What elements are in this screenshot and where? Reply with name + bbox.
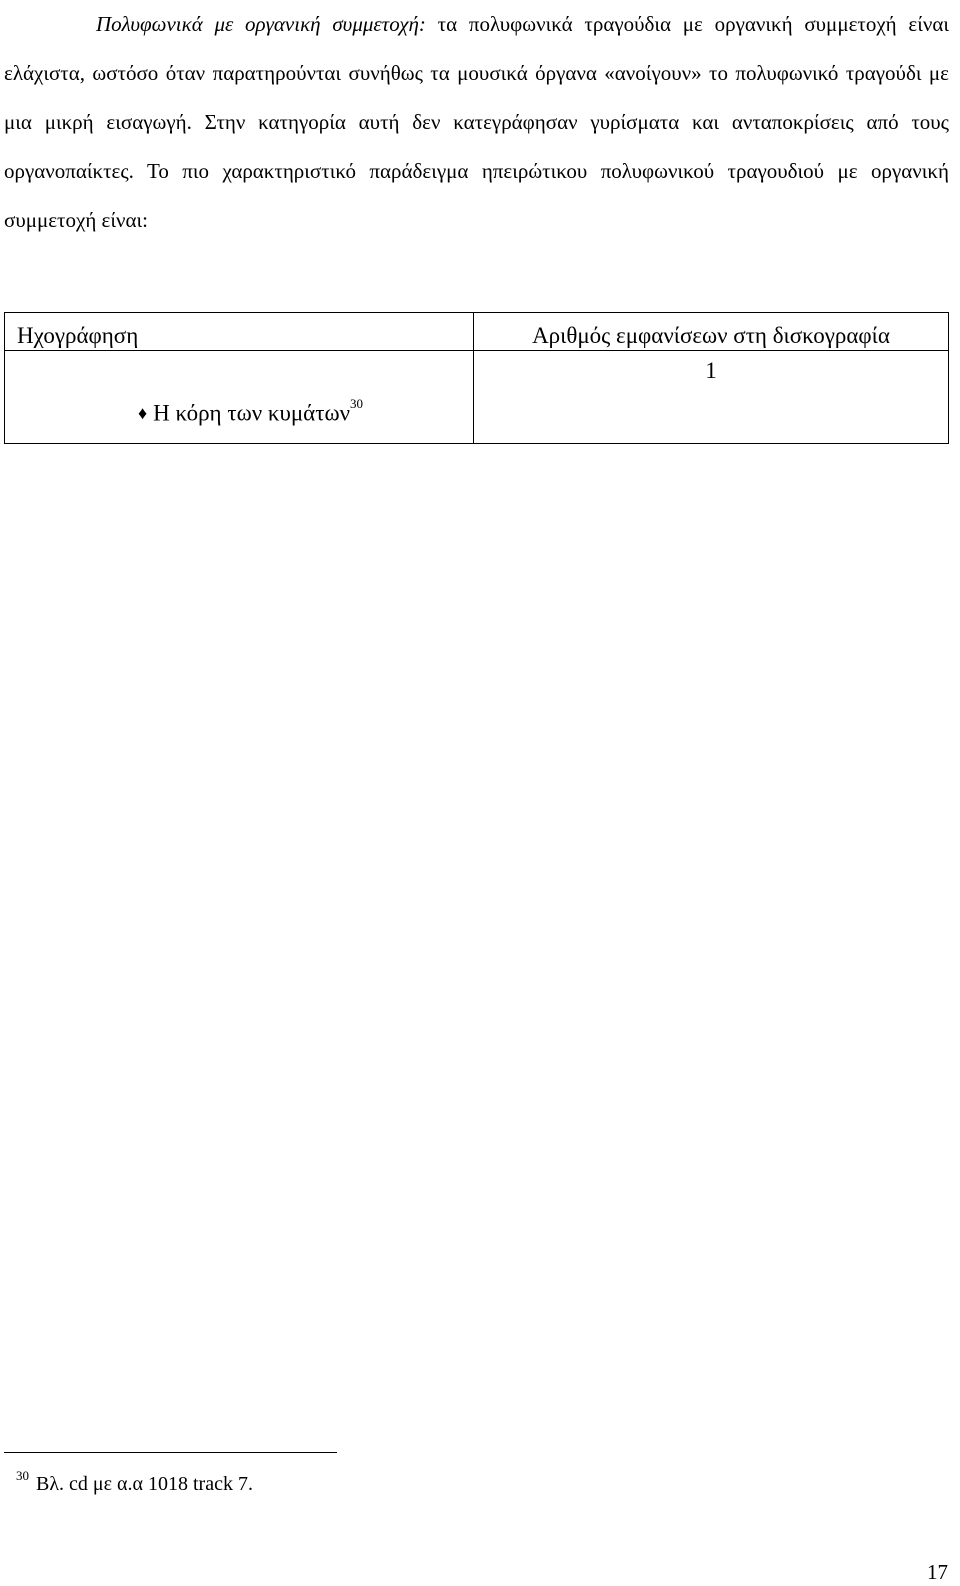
footnote-text: Βλ. cd με α.α 1018 track 7. [36, 1473, 253, 1495]
recording-title: Η κόρη των κυμάτων [153, 401, 350, 426]
table-header-row [5, 313, 949, 351]
recordings-table [4, 312, 949, 444]
body-paragraph [4, 0, 949, 245]
footnote-number: 30 [16, 1468, 29, 1483]
footnote-reference[interactable]: 30 [350, 396, 363, 412]
footnote-separator [4, 1452, 337, 1453]
appearance-count: 1 [474, 351, 949, 444]
header-appearances: Αριθμός εμφανίσεων στη δισκογραφία [474, 313, 949, 351]
paragraph-text: τα πολυφωνικά τραγούδια με οργανική συμμετοχή είναι ελάχιστα, ωστόσο όταν παρατηρούνται συνήθως τα μουσικά όργανα «ανοίγουν» το πολυφωνικό τραγούδι με μια μικρή εισαγωγή. Στην κατηγορία αυτή δεν κατεγράφησαν γυρίσματα και ανταποκρίσεις από τους οργανοπαίκτες. Το πιο χαρακτηριστικό παράδειγμα ηπειρώτικου πολυφωνικού τραγουδιού με οργανική συμμετοχή είναι: [4, 12, 950, 232]
header-recording: Ηχογράφηση [5, 313, 474, 351]
page-number: 17 [927, 1560, 948, 1584]
diamond-bullet-icon: ♦ [137, 403, 148, 423]
paragraph-lead: Πολυφωνικά με οργανική συμμετοχή: [96, 12, 426, 36]
recording-title-cell [5, 351, 474, 444]
table-row [5, 351, 949, 444]
footnote [16, 1468, 253, 1496]
